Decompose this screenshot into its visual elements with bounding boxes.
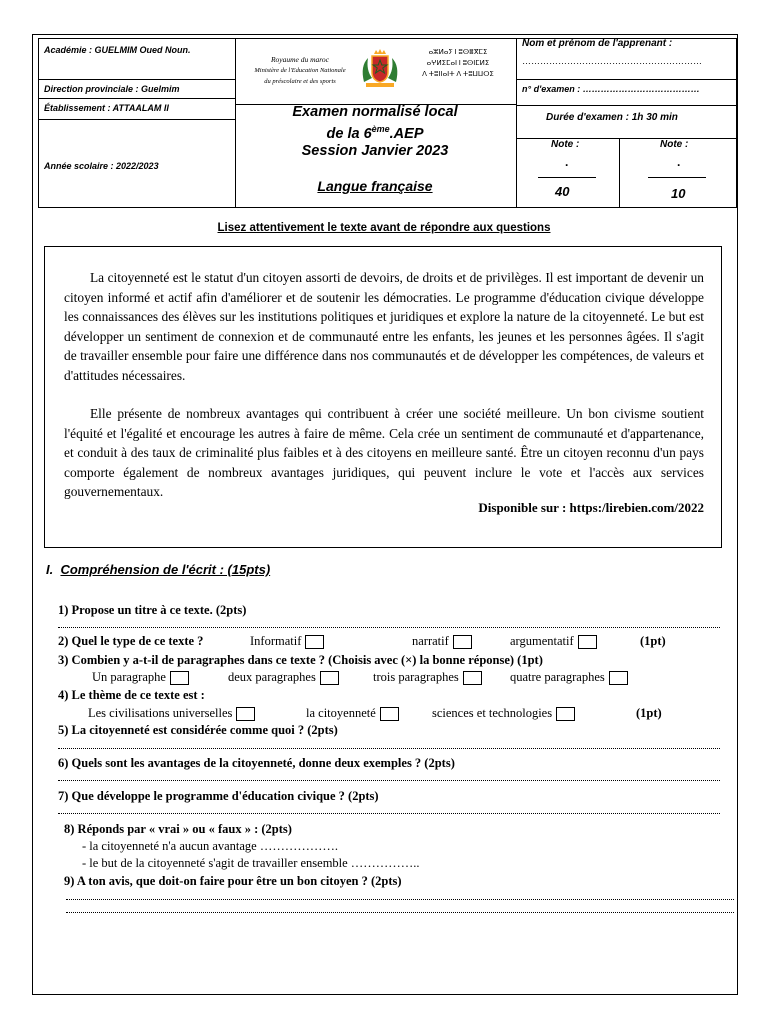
checkbox-sciences[interactable]	[556, 707, 575, 721]
question-2: 2) Quel le type de ce texte ?	[58, 634, 204, 648]
option-civilisations	[88, 706, 255, 721]
etablissement: Établissement : ATTAALAM II	[44, 103, 169, 113]
exam-level-sup: ème	[371, 124, 390, 134]
checkbox-trois-paragraphes[interactable]	[463, 671, 482, 685]
answer-line-9a[interactable]	[66, 899, 734, 901]
option-citoyennete	[306, 706, 399, 721]
coat-of-arms-icon	[356, 48, 404, 88]
duree-examen: Durée d'examen : 1h 30 min	[546, 112, 678, 123]
note-dot-10: .	[677, 155, 681, 169]
option-civilisations-label: Les civilisations universelles	[88, 706, 233, 720]
true-false-item-1[interactable]: - la citoyenneté n'a aucun avantage ……………….	[82, 839, 338, 853]
option-trois-paragraphes	[373, 670, 482, 685]
question-8: 8) Réponds par « vrai » ou « faux » : (2pts)	[64, 822, 292, 836]
nom-field[interactable]: ……………………………………………………	[522, 56, 702, 66]
exam-level-suffix: .AEP	[389, 125, 424, 142]
ministry-line2: Ministère de l'Education Nationale	[254, 67, 346, 74]
ministry-fr	[244, 54, 356, 87]
answer-line-5[interactable]	[58, 748, 720, 750]
question-1: 1) Propose un titre à ce texte. (2pts)	[58, 603, 247, 617]
question-7: 7) Que développe le programme d'éducation civique ? (2pts)	[58, 789, 379, 803]
examen-number-field[interactable]: n° d'examen : …………………………………	[522, 84, 700, 94]
section-number: I.	[46, 562, 54, 577]
option-deux-paragraphes	[228, 670, 339, 685]
ministry-tifinagh	[406, 47, 510, 80]
nom-label: Nom et prénom de l'apprenant :	[522, 38, 673, 49]
option-argumentatif-label: argumentatif	[510, 634, 574, 648]
tifinagh-line2: ⴰⵖⵍⵉⵎⴰⵏ ⵏ ⵓⵙⵏⵎⵍⵉ	[426, 59, 490, 67]
question-2-points: (1pt)	[640, 634, 666, 648]
annee-scolaire: Année scolaire : 2022/2023	[44, 161, 159, 171]
question-4: 4) Le thème de ce texte est :	[58, 688, 205, 702]
option-deux-paragraphes-label: deux paragraphes	[228, 670, 316, 684]
checkbox-un-paragraphe[interactable]	[170, 671, 189, 685]
exam-session: Session Janvier 2023	[301, 142, 449, 159]
exam-level: de la 6	[326, 125, 372, 142]
exam-title-line2	[236, 121, 514, 143]
answer-line-6[interactable]	[58, 780, 720, 782]
option-un-paragraphe-label: Un paragraphe	[92, 670, 166, 684]
tifinagh-line1: ⴰⵣⵍⴰⵢ ⵏ ⵓⵙⴻⴳⵎⵉ	[428, 48, 488, 56]
option-quatre-paragraphes-label: quatre paragraphes	[510, 670, 605, 684]
option-argumentatif	[510, 634, 597, 649]
question-9: 9) A ton avis, que doit-on faire pour être un bon citoyen ? (2pts)	[64, 874, 402, 888]
checkbox-deux-paragraphes[interactable]	[320, 671, 339, 685]
option-narratif-label: narratif	[412, 634, 449, 648]
checkbox-citoyennete[interactable]	[380, 707, 399, 721]
true-false-item-2[interactable]: - le but de la citoyenneté s'agit de travailler ensemble ……………..	[82, 856, 420, 870]
option-trois-paragraphes-label: trois paragraphes	[373, 670, 459, 684]
option-citoyennete-label: la citoyenneté	[306, 706, 376, 720]
academie: Académie : GUELMIM Oued Noun.	[44, 45, 191, 55]
reading-instruction: Lisez attentivement le texte avant de répondre aux questions	[217, 222, 551, 234]
ministry-line3: du préscolaire et des sports	[264, 78, 336, 85]
ministry-line1: Royaume du maroc	[270, 55, 330, 64]
question-5: 5) La citoyenneté est considérée comme quoi ? (2pts)	[58, 723, 338, 737]
subject-title: Langue française	[317, 178, 433, 194]
question-4-points: (1pt)	[636, 706, 662, 720]
note-label-10: Note :	[660, 139, 689, 150]
note-total-40: 40	[555, 184, 570, 199]
checkbox-argumentatif[interactable]	[578, 635, 597, 649]
note-total-10: 10	[671, 186, 686, 201]
option-sciences	[432, 706, 575, 721]
text-source: Disponible sur : https:/lirebien.com/2022	[478, 500, 704, 515]
question-3: 3) Combien y a-t-il de paragraphes dans ce texte ? (Choisis avec (×) la bonne réponse) (1pt)	[58, 653, 543, 667]
note-dot-40: .	[565, 155, 569, 169]
question-6: 6) Quels sont les avantages de la citoyenneté, donne deux exemples ? (2pts)	[58, 756, 455, 770]
answer-line-7[interactable]	[58, 813, 720, 815]
option-quatre-paragraphes	[510, 670, 628, 685]
text-paragraph-1: La citoyenneté est le statut d'un citoyen assorti de devoirs, de droits et de privilèges. Il est important de devenir un citoyen informé et actif afin d'améliorer et de soutenir les démocraties. Le programme d'éducation civique développe les connaissances des élèves sur les institutions politiques et juridiques et explore la nature de la citoyenneté. Le but est développer un sentiment de connexion et de communauté entre les enfants, les jeunes et les personnes âgées. Il s'agit de travailler ensemble pour faire une différence dans nos communautés et de développer les compétences, de valeurs et d'attitudes nécessaires.	[64, 270, 704, 383]
option-sciences-label: sciences et technologies	[432, 706, 553, 720]
checkbox-quatre-paragraphes[interactable]	[609, 671, 628, 685]
option-narratif	[412, 634, 472, 649]
section-heading: Compréhension de l'écrit : (15pts)	[60, 562, 271, 577]
option-un-paragraphe	[92, 670, 189, 685]
checkbox-informatif[interactable]	[305, 635, 324, 649]
text-paragraph-2: Elle présente de nombreux avantages qui contribuent à créer une société meilleure. Un bon civisme soutient l'équité et l'égalité et encourage les autres à faire de même. Cela crée un sentiment de communauté et d'appartenance, et conduit à des taux de criminalité plus faibles et à des citoyens en meilleure santé. Être un citoyen reconnu d'un pays comporte également de nombreux avantages juridiques, qui peuvent inclure le vote et l'accès aux services gouvernementaux.	[64, 406, 704, 500]
option-informatif	[250, 634, 324, 649]
checkbox-civilisations[interactable]	[236, 707, 255, 721]
checkbox-narratif[interactable]	[453, 635, 472, 649]
note-label-40: Note :	[551, 139, 580, 150]
answer-line-1[interactable]	[58, 627, 720, 629]
exam-title	[236, 104, 514, 160]
exam-title-line1: Examen normalisé local	[292, 104, 458, 120]
section-title	[46, 562, 270, 577]
direction: Direction provinciale : Guelmim	[44, 84, 180, 94]
option-informatif-label: Informatif	[250, 634, 302, 648]
answer-line-9b[interactable]	[66, 912, 734, 914]
tifinagh-line3: ⴷ ⵜⵓⵏⵏⴰⵏⵜ ⴷ ⵜⵓⵡⵡⵔⵉ	[422, 70, 494, 78]
